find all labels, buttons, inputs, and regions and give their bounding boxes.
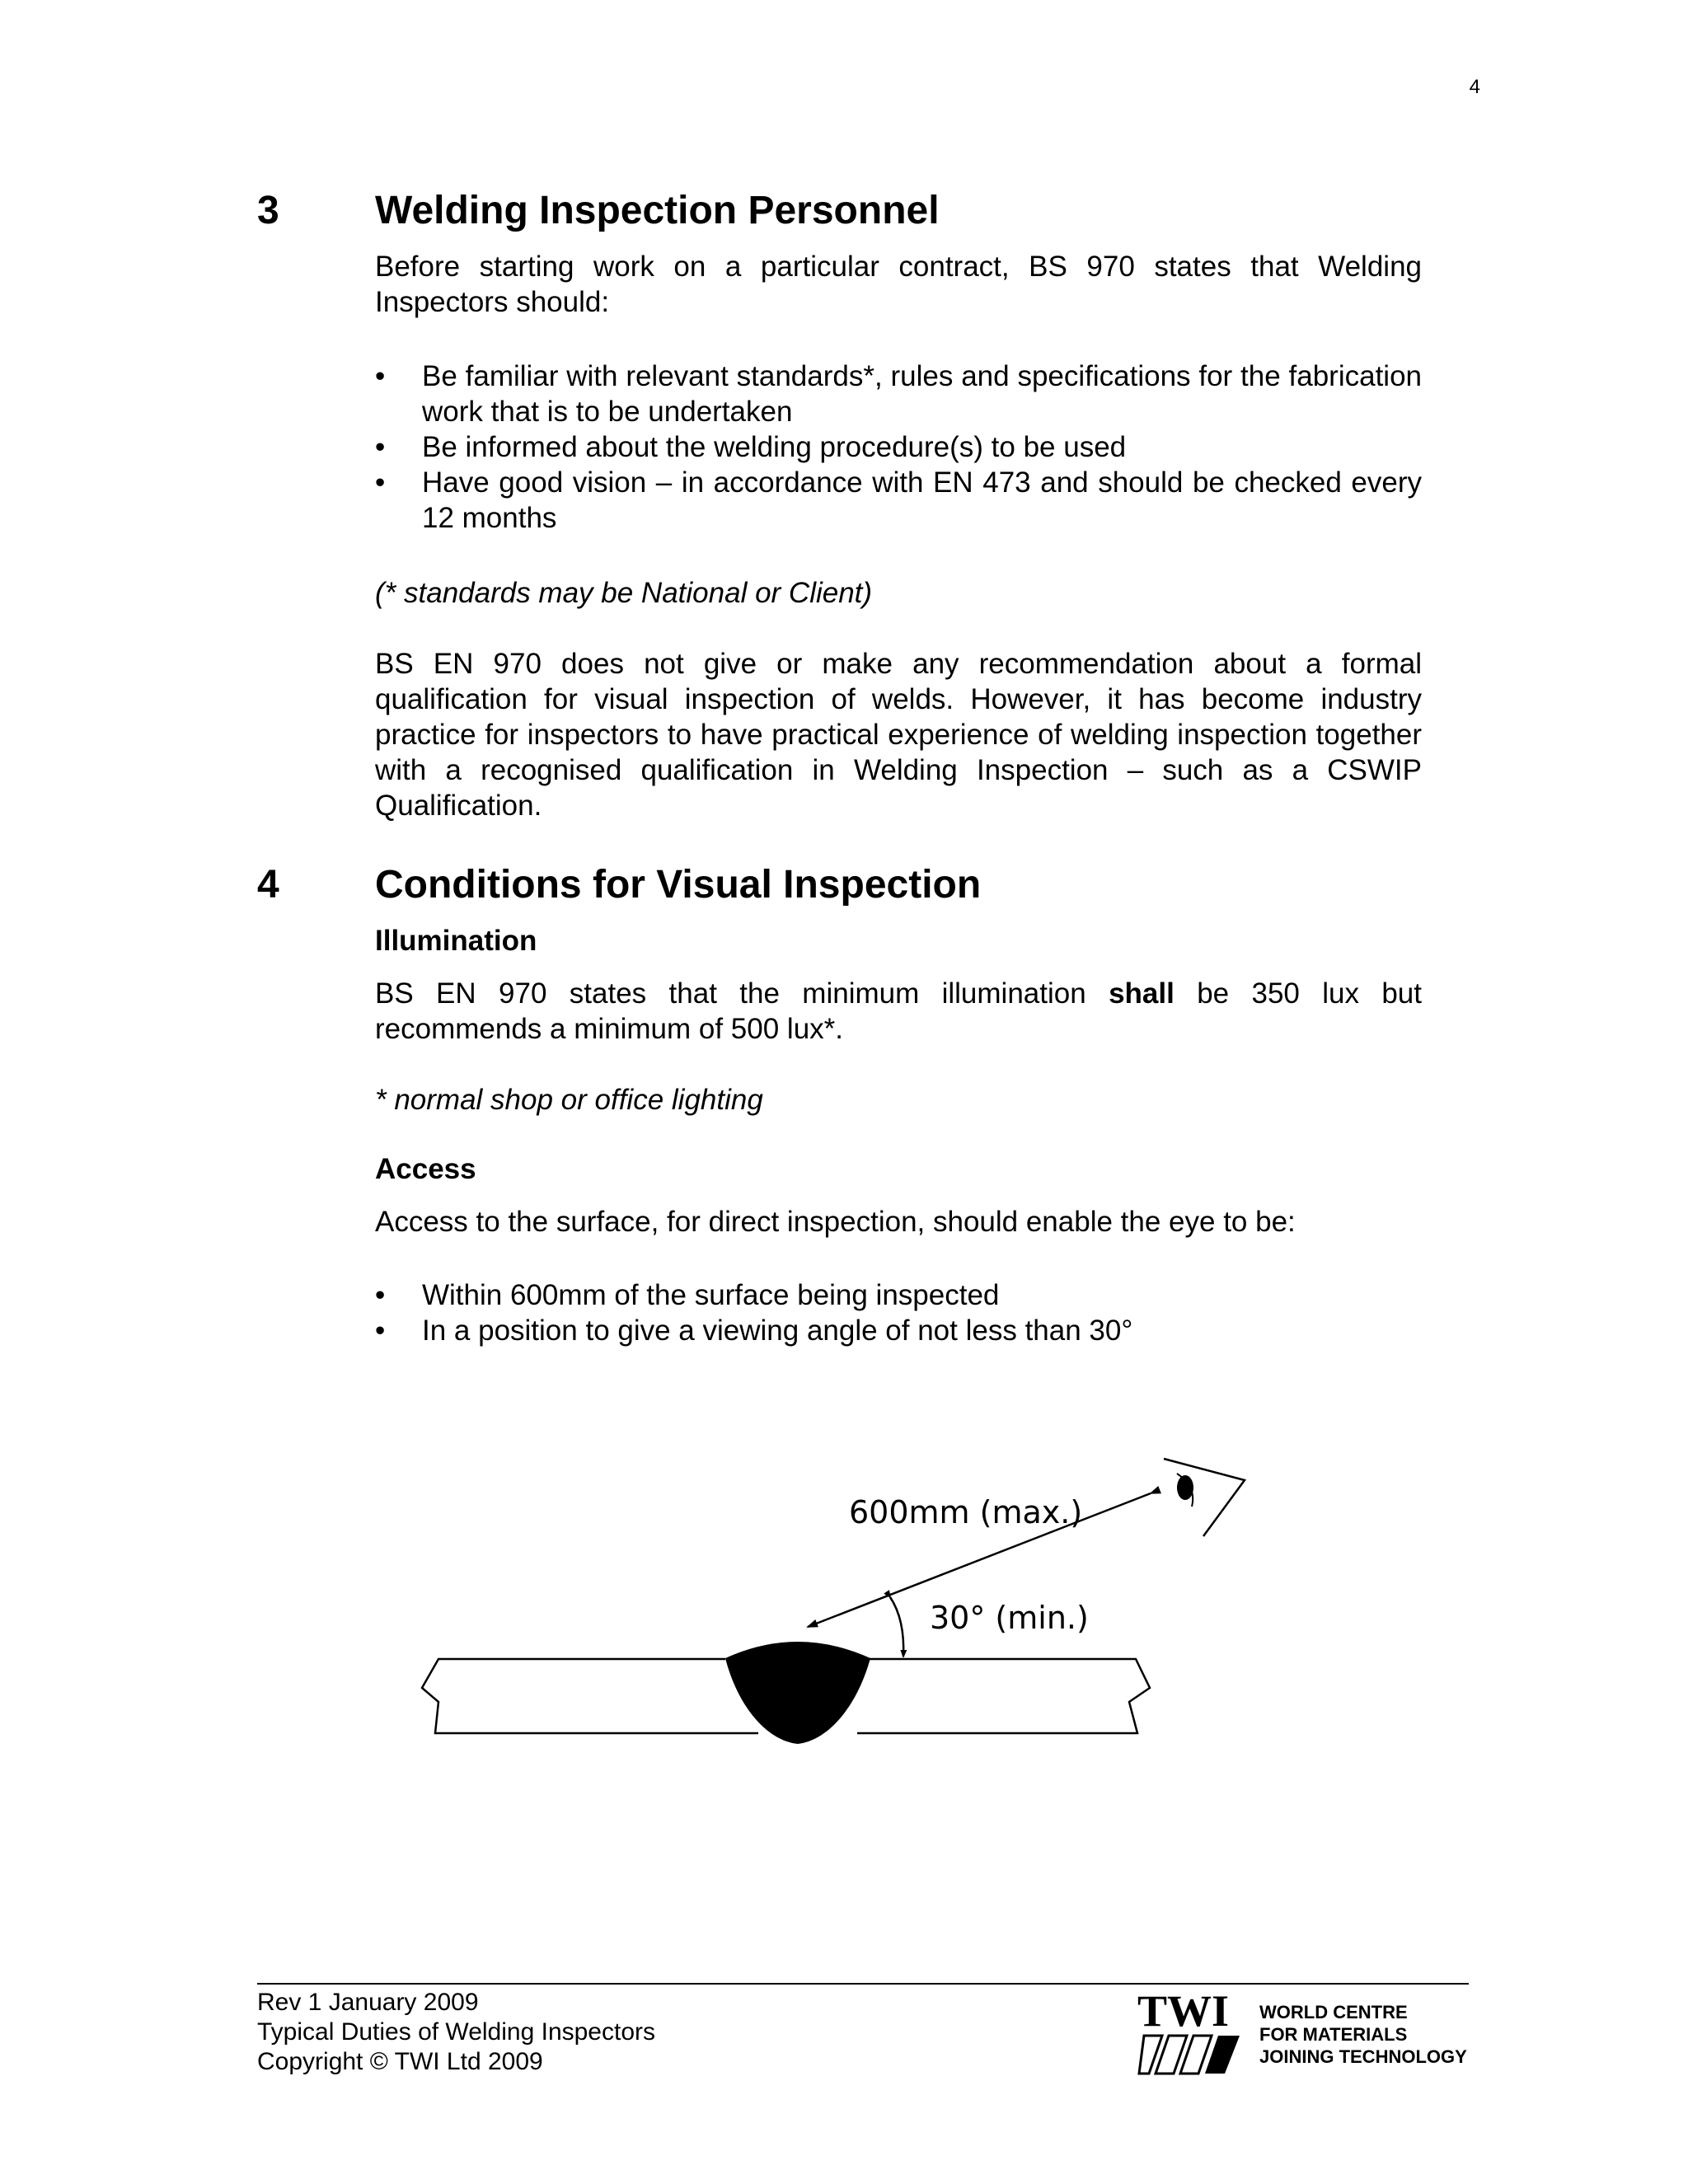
footer-document-title: Typical Duties of Welding Inspectors [257, 2018, 656, 2046]
list-item [375, 429, 1422, 465]
list-item-text: Within 600mm of the surface being inspected [422, 1279, 1000, 1311]
logo-tagline-3: JOINING TECHNOLOGY [1259, 2046, 1467, 2067]
access-text: Access to the surface, for direct inspection, should enable the eye to be: [375, 1206, 1296, 1238]
illumination-note: * normal shop or office lighting [375, 1084, 763, 1116]
list-item [375, 465, 1422, 536]
footer-copyright: Copyright © TWI Ltd 2009 [257, 2048, 543, 2075]
access-heading: Access [375, 1153, 476, 1185]
logo-slash-mark [1139, 2036, 1240, 2074]
plate-right [857, 1659, 1150, 1733]
footer-revision: Rev 1 January 2009 [257, 1989, 479, 2016]
list-item [375, 1277, 1422, 1313]
section-4-title: Conditions for Visual Inspection [375, 863, 982, 907]
list-item [375, 359, 1422, 429]
angle-arc [890, 1597, 903, 1657]
logo-tagline-2: FOR MATERIALS [1259, 2024, 1408, 2045]
illumination-text-bold: shall [1109, 977, 1175, 1010]
illumination-text [375, 976, 1422, 1047]
bullet-icon: • [375, 431, 386, 463]
weld-bead-icon [725, 1642, 870, 1744]
bullet-icon: • [375, 360, 386, 392]
section-3-paragraph: BS EN 970 does not give or make any recommendation about a formal qualification for visual inspection of welds. However, it has become industry practice for inspectors to have practical experience of welding inspection together with a recognised qualification in Welding Inspection – such as a CSWIP Qualification. [375, 648, 1422, 822]
page-number: 4 [1469, 76, 1480, 98]
distance-label: 600mm (max.) [849, 1494, 1083, 1530]
section-3-intro: Before starting work on a particular contract, BS 970 states that Welding Inspectors should: [375, 251, 1422, 318]
bullet-icon: • [375, 1315, 386, 1347]
angle-label: 30° (min.) [930, 1600, 1089, 1636]
twi-logo [1137, 1990, 1253, 2080]
bullet-icon: • [375, 1279, 386, 1311]
section-3-number: 3 [257, 189, 279, 232]
footer-rule [257, 1983, 1469, 1985]
eye-icon [1164, 1459, 1245, 1536]
section-3-note: (* standards may be National or Client) [375, 577, 873, 609]
section-3-bullet-list [375, 359, 1422, 536]
bullet-icon: • [375, 466, 386, 499]
viewing-angle-diagram [412, 1451, 1269, 1780]
illumination-text-after: be 350 lux but recommends a minimum of 500 lux*. [375, 977, 1422, 1045]
list-item-text: Be familiar with relevant standards*, rules and specifications for the fabrication work that is to be undertaken [422, 360, 1422, 428]
logo-text: TWI [1137, 1990, 1230, 2036]
list-item-text: Be informed about the welding procedure(s) to be used [422, 431, 1127, 463]
access-bullet-list [375, 1277, 1422, 1348]
list-item [375, 1313, 1422, 1348]
plate-left [422, 1659, 758, 1733]
illumination-text-before: BS EN 970 states that the minimum illumination [375, 977, 1109, 1010]
logo-tagline-1: WORLD CENTRE [1259, 2002, 1408, 2022]
list-item-text: In a position to give a viewing angle of not less than 30° [422, 1315, 1133, 1347]
list-item-text: Have good vision – in accordance with EN 473 and should be checked every 12 months [422, 466, 1422, 534]
section-4-number: 4 [257, 863, 279, 907]
section-3-title: Welding Inspection Personnel [375, 189, 940, 232]
illumination-heading: Illumination [375, 925, 537, 957]
